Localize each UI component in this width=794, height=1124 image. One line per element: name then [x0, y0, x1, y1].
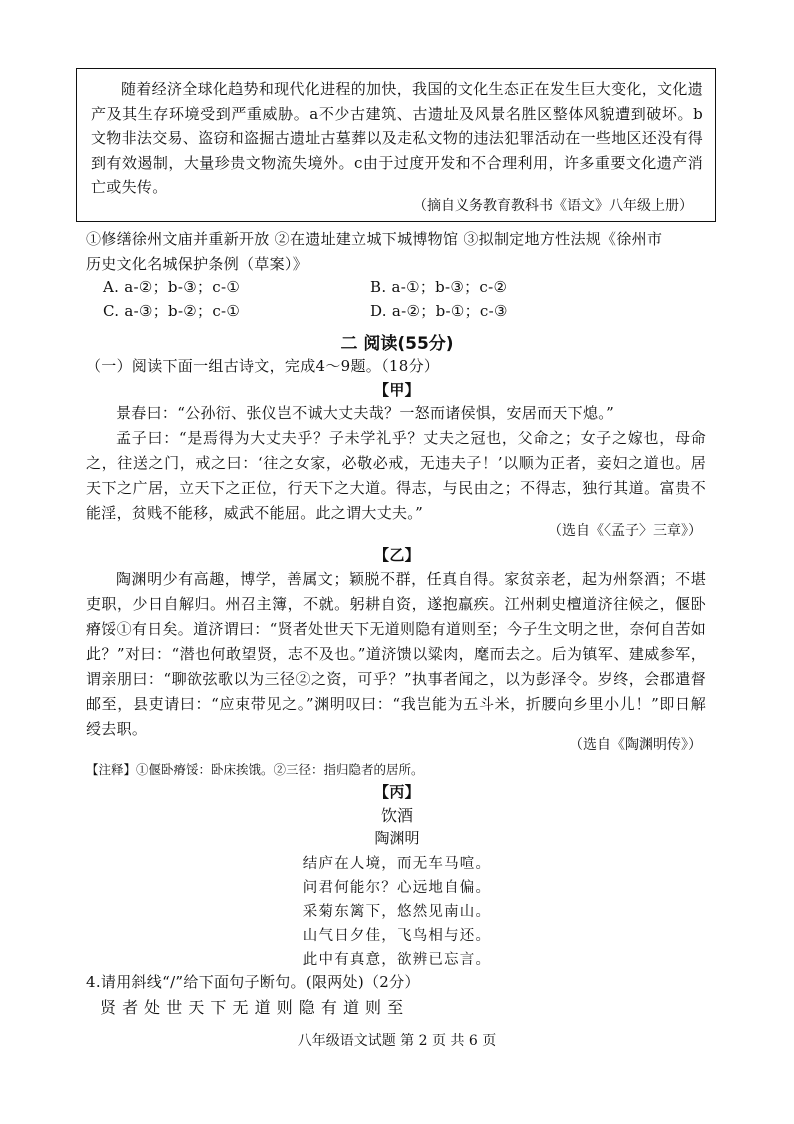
- jia-label: 【甲】: [374, 381, 420, 399]
- bing-label: 【丙】: [374, 783, 420, 801]
- question-4-prompt: 4.请用斜线“/”给下面句子断句。(限两处)（2分）: [86, 973, 420, 991]
- page-footer: 八年级语文试题 第 2 页 共 6 页: [297, 1033, 497, 1049]
- question-4-sentence: 贤 者 处 世 天 下 无 道 则 隐 有 道 则 至: [100, 998, 404, 1017]
- measures-line-2: 历史文化名城保护条例（草案）》: [86, 255, 309, 273]
- yi-label: 【乙】: [374, 546, 420, 564]
- poem-line: 采菊东篱下，悠然见南山。: [302, 904, 492, 920]
- jia-source: （选自《〈孟子〉三章》）: [548, 523, 702, 539]
- poem-author: 陶渊明: [374, 829, 420, 847]
- option-b: B. a-①；b-③；c-②: [370, 278, 508, 296]
- annotation: 【注释】①偃卧瘠馁：卧床挨饿。②三径：指归隐者的居所。: [86, 762, 424, 777]
- option-d: D. a-②；b-①；c-③: [370, 302, 508, 320]
- measures-line-1: ①修缮徐州文庙并重新开放 ②在遗址建立城下城博物馆 ③拟制定地方性法规《徐州市: [86, 230, 663, 248]
- section-intro: （一）阅读下面一组古诗文，完成4～9题。（18分）: [86, 357, 440, 375]
- jia-paragraph-1: 景春曰：“公孙衍、张仪岂不诚大丈夫哉？一怒而诸侯惧，安居而天下熄。”: [116, 404, 615, 422]
- poem-line: 问君何能尔？心远地自偏。: [302, 880, 492, 896]
- material-source: （摘自义务教育教科书《语文》八年级上册）: [413, 198, 693, 214]
- material-box: [76, 68, 716, 222]
- yi-source: （选自《陶渊明传》）: [569, 737, 702, 753]
- poem-line: 此中有真意，欲辨已忘言。: [302, 952, 492, 968]
- option-c: C. a-③；b-②；c-①: [103, 302, 241, 320]
- yi-paragraph: 陶渊明少有高趣，博学，善属文；颖脱不群，任真自得。家贫亲老，起为州祭酒；不堪吏职，少日自解归。州召主簿，不就。躬耕自资，遂抱羸疾。江州刺史檀道济往候之，偃卧瘠馁①有日矣。道济谓曰：“贤者处世天下无道则隐有道则至；今子生文明之世，奈何自苦如此？”对曰：“潜也何敢望贤，志不及也。”道济馈以粱肉，麾而去之。后为镇军、建威参军，谓亲朋曰：“聊欲弦歌以为三径②之资，可乎？”执事者闻之，以为彭泽令。岁终，会郡遣督邮至，县吏请曰：“应束带见之。”渊明叹曰：“我岂能为五斗米，折腰向乡里小儿！”即日解绶去职。: [86, 570, 706, 738]
- material-text: 随着经济全球化趋势和现代化进程的加快，我国的文化生态正在发生巨大变化，文化遗产及其生存环境受到严重威胁。a不少古建筑、古遗址及风景名胜区整体风貌遭到破坏。b文物非法交易、盗窃和盗掘古遗址古墓葬以及走私文物的违法犯罪活动在一些地区还没有得到有效遏制，大量珍贵文物流失境外。c由于过度开发和不合理利用，许多重要文化遗产消亡或失传。: [91, 80, 704, 196]
- poem-line: 山气日夕佳，飞鸟相与还。: [302, 928, 492, 944]
- section-title: 二 阅读(55分): [340, 334, 454, 354]
- poem-line: 结庐在人境，而无车马喧。: [302, 856, 492, 872]
- option-a: A. a-②；b-③；c-①: [103, 278, 241, 296]
- poem-title: 饮酒: [380, 806, 413, 825]
- jia-paragraph-2: 孟子曰：“是焉得为大丈夫乎？子未学礼乎？丈夫之冠也，父命之；女子之嫁也，母命之，往送之门，戒之曰：‘往之女家，必敬必戒，无违夫子！’以顺为正者，妾妇之道也。居天下之广居，立天下之正位，行天下之大道。得志，与民由之；不得志，独行其道。富贵不能淫，贫贱不能移，威武不能屈。此之谓大丈夫。”: [86, 429, 706, 522]
